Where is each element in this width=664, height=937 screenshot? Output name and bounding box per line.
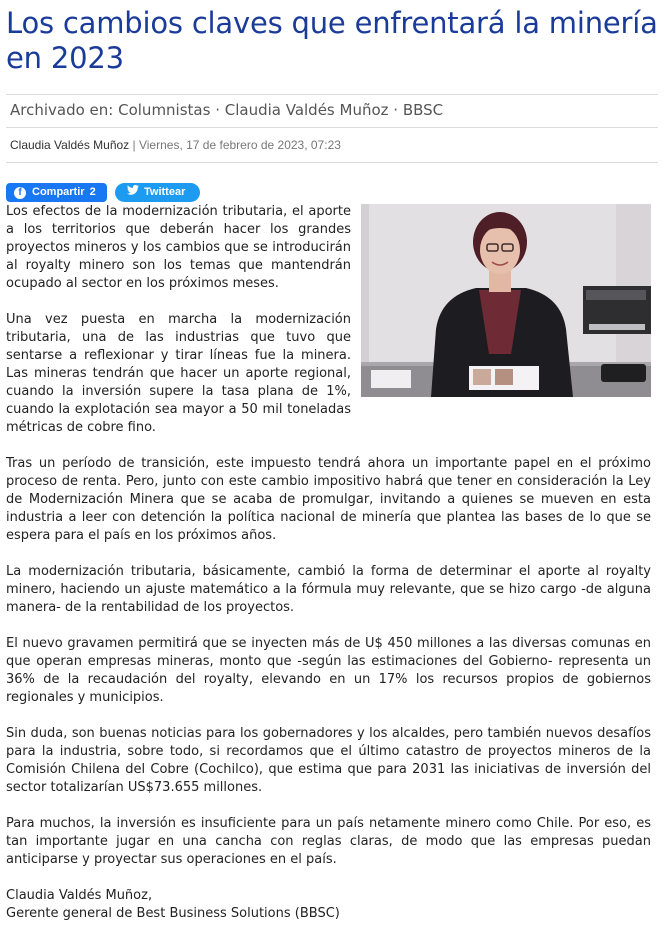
signature-role: Gerente general de Best Business Solutions (BBSC) xyxy=(6,906,340,921)
paragraph-7: Para muchos, la inversión es insuficiente para un país netamente minero como Chile. Por eso, es tan importante jugar en una cancha con reglas claras, de modo que las empresas puedan anticiparse y proyectar sus operaciones en el país. xyxy=(6,816,651,867)
facebook-icon: f xyxy=(14,187,26,199)
paragraph-4: La modernización tributaria, básicamente, cambió la forma de determinar el aporte al royalty minero, haciendo un ajuste matemático a la fórmula muy relevante, que se hizo cargo -de alguna manera- de la rentabilidad de los proyectos. xyxy=(6,564,651,615)
paragraph-1: Los efectos de la modernización tributaria, el aporte a los territorios que deberán hacer los grandes proyectos mineros y los cambios que se introducirán al royalty minero son los temas que mantendrán ocupado al sector en los próximos meses. xyxy=(6,204,351,291)
twitter-share-label: Twittear xyxy=(144,186,186,198)
facebook-share-label: Compartir xyxy=(32,186,85,198)
signature-name: Claudia Valdés Muñoz, xyxy=(6,888,153,903)
article-meta xyxy=(6,128,658,163)
author-link[interactable]: Claudia Valdés Muñoz xyxy=(10,138,130,152)
article-body xyxy=(6,203,651,923)
facebook-share-count: 2 xyxy=(89,186,96,198)
paragraph-6: Sin duda, son buenas noticias para los gobernadores y los alcaldes, pero también nuevos desafíos para la industria, sobre todo, si recordamos que el último catastro de proyectos mineros de la Comisión Chilena del Cobre (Cochilco), que estima que para 2031 las iniciativas de inversión del sector totalizarían US$73.655 millones. xyxy=(6,726,651,795)
twitter-icon xyxy=(127,183,139,202)
share-bar xyxy=(6,183,658,203)
paragraph-5: El nuevo gravamen permitirá que se inyecten más de U$ 450 millones a las diversas comunas en que operan empresas mineras, monto que -según las estimaciones del Gobierno- representa un 36% de la recaudación del royalty, elevando en un 17% los recursos propios de gobiernos regionales y municipios. xyxy=(6,636,651,705)
archive-breadcrumb[interactable]: Archivado en: Columnistas · Claudia Valdés Muñoz · BBSC xyxy=(6,94,658,128)
paragraph-3: Tras un período de transición, este impuesto tendrá ahora un importante papel en el próximo proceso de renta. Pero, junto con este cambio impositivo habrá que tener en consideración la Ley de Modernización Minera que se acaba de promulgar, invitando a quienes se mueven en esta industria a leer con detención la política nacional de minería que plantea las bases de lo que se espera para el país en los próximos años. xyxy=(6,456,651,543)
facebook-share-button[interactable] xyxy=(6,183,107,202)
paragraph-2: Una vez puesta en marcha la modernización tributaria, una de las industrias que tuvo que sentarse a reflexionar y tirar líneas fue la minera. Las mineras tendrán que hacer un aporte regional, cuando la inversión supere la tasa plana de 1%, cuando la explotación sea mayor a 50 mil toneladas métricas de cobre fino. xyxy=(6,312,351,435)
twitter-share-button[interactable] xyxy=(115,183,200,202)
publish-date: | Viernes, 17 de febrero de 2023, 07:23 xyxy=(132,138,341,152)
article-title: Los cambios claves que enfrentará la minería en 2023 xyxy=(6,6,658,75)
signature xyxy=(6,887,651,923)
